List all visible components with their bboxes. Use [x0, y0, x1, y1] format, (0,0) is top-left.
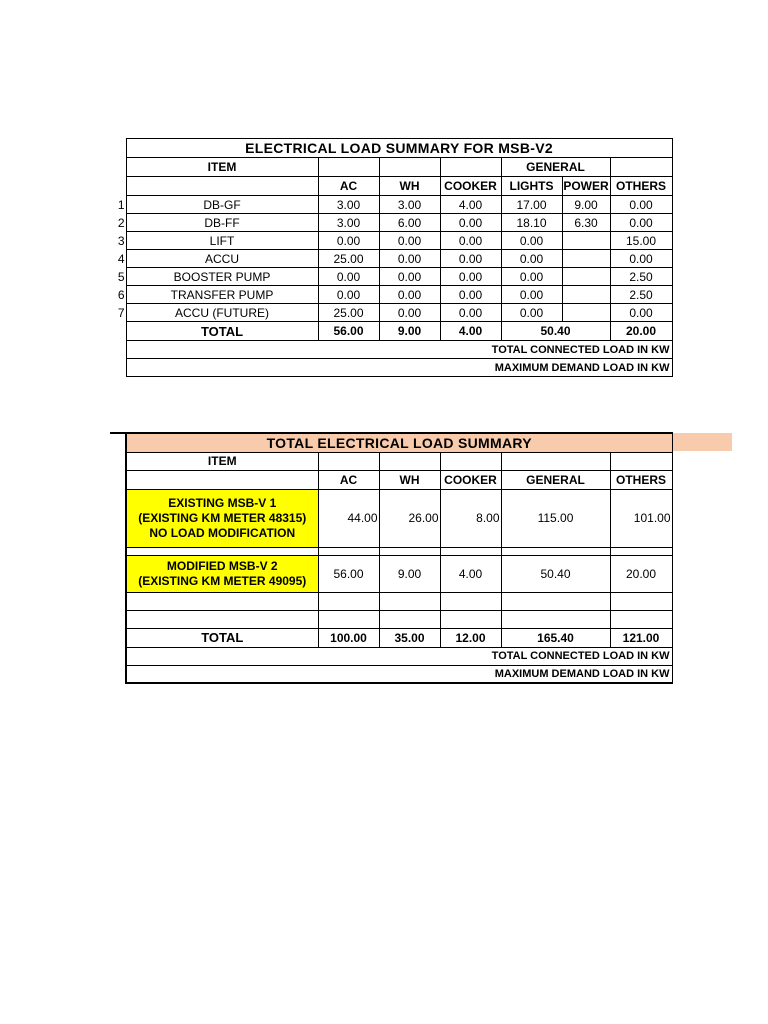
total-cooker: 4.00 [440, 322, 501, 341]
cell-wh: 6.00 [379, 214, 440, 232]
cell-power: 6.30 [562, 214, 610, 232]
total-label: TOTAL [126, 322, 318, 341]
item-header: ITEM [126, 158, 318, 177]
cell-power [562, 304, 610, 322]
modified-msb-line2: (EXISTING KM METER 49095) [138, 573, 307, 588]
cell-others: 0.00 [610, 214, 672, 232]
table-row [110, 196, 672, 214]
cell-wh: 0.00 [379, 286, 440, 304]
table2-title: TOTAL ELECTRICAL LOAD SUMMARY [126, 433, 672, 452]
total-general: 165.40 [501, 628, 610, 647]
cell-lights: 0.00 [501, 268, 562, 286]
cell-cooker: 8.00 [440, 489, 501, 547]
header-ac: AC [318, 470, 379, 489]
cell-wh: 0.00 [379, 304, 440, 322]
cell-power [562, 286, 610, 304]
cell-ac: 44.00 [318, 489, 379, 547]
cell-ac: 3.00 [318, 196, 379, 214]
row-number: 6 [117, 287, 125, 302]
table-row [110, 232, 672, 250]
maximum-demand-load-label: MAXIMUM DEMAND LOAD IN KW [126, 665, 672, 683]
row-number: 3 [117, 233, 125, 248]
cell-power [562, 268, 610, 286]
cell-wh: 0.00 [379, 250, 440, 268]
table-row [110, 268, 672, 286]
total-load-summary-table [110, 432, 673, 684]
cell-wh: 26.00 [379, 489, 440, 547]
total-cooker: 12.00 [440, 628, 501, 647]
table-row [110, 304, 672, 322]
cell-cooker: 0.00 [440, 286, 501, 304]
cell-others: 101.00 [610, 489, 672, 547]
cell-cooker: 0.00 [440, 250, 501, 268]
cell-ac: 56.00 [318, 555, 379, 592]
row-item: TRANSFER PUMP [126, 286, 318, 304]
total-others: 121.00 [610, 628, 672, 647]
total-ac: 100.00 [318, 628, 379, 647]
total-ac: 56.00 [318, 322, 379, 341]
cell-lights: 17.00 [501, 196, 562, 214]
row-item: BOOSTER PUMP [126, 268, 318, 286]
header-general: GENERAL [501, 470, 610, 489]
cell-cooker: 0.00 [440, 268, 501, 286]
total-general: 50.40 [501, 322, 610, 341]
header-cooker: COOKER [440, 177, 501, 196]
title-highlight-extension [672, 433, 732, 451]
header-lights: LIGHTS [501, 177, 562, 196]
cell-cooker: 4.00 [440, 555, 501, 592]
row-number: 5 [117, 269, 125, 284]
header-wh: WH [379, 177, 440, 196]
row-number: 7 [117, 305, 125, 320]
cell-wh: 0.00 [379, 268, 440, 286]
cell-general: 50.40 [501, 555, 610, 592]
row-item: DB-FF [126, 214, 318, 232]
cell-lights: 0.00 [501, 286, 562, 304]
cell-power [562, 250, 610, 268]
general-header: GENERAL [501, 158, 610, 177]
cell-wh: 9.00 [379, 555, 440, 592]
cell-lights: 0.00 [501, 250, 562, 268]
cell-others: 0.00 [610, 250, 672, 268]
cell-others: 15.00 [610, 232, 672, 250]
cell-ac: 25.00 [318, 304, 379, 322]
total-connected-load-label: TOTAL CONNECTED LOAD IN KW [126, 341, 672, 359]
total-others: 20.00 [610, 322, 672, 341]
cell-ac: 0.00 [318, 232, 379, 250]
maximum-demand-load-label: MAXIMUM DEMAND LOAD IN KW [126, 359, 672, 377]
item-header: ITEM [126, 452, 318, 470]
header-wh: WH [379, 470, 440, 489]
row-number: 1 [117, 197, 125, 212]
cell-others: 2.50 [610, 268, 672, 286]
header-ac: AC [318, 177, 379, 196]
cell-power [562, 232, 610, 250]
total-row [110, 628, 672, 647]
cell-ac: 0.00 [318, 286, 379, 304]
modified-msb-line1: MODIFIED MSB-V 2 [166, 558, 278, 573]
cell-lights: 0.00 [501, 304, 562, 322]
total-row [110, 322, 672, 341]
cell-cooker: 0.00 [440, 232, 501, 250]
total-wh: 35.00 [379, 628, 440, 647]
cell-others: 20.00 [610, 555, 672, 592]
existing-msb-row [110, 489, 672, 547]
cell-others: 0.00 [610, 304, 672, 322]
header-others: OTHERS [610, 470, 672, 489]
header-others: OTHERS [610, 177, 672, 196]
cell-ac: 3.00 [318, 214, 379, 232]
cell-wh: 0.00 [379, 232, 440, 250]
cell-cooker: 0.00 [440, 214, 501, 232]
row-number: 2 [117, 215, 125, 230]
cell-cooker: 4.00 [440, 196, 501, 214]
msb-v2-load-table [110, 138, 673, 377]
table1-title: ELECTRICAL LOAD SUMMARY FOR MSB-V2 [126, 139, 672, 158]
cell-power: 9.00 [562, 196, 610, 214]
total-connected-load-label: TOTAL CONNECTED LOAD IN KW [126, 647, 672, 665]
existing-msb-line2: (EXISTING KM METER 48315) [138, 510, 307, 525]
header-power: POWER [562, 177, 610, 196]
row-number: 4 [117, 251, 125, 266]
row-item: ACCU (FUTURE) [126, 304, 318, 322]
cell-lights: 0.00 [501, 232, 562, 250]
modified-msb-label [126, 555, 318, 592]
cell-ac: 25.00 [318, 250, 379, 268]
cell-ac: 0.00 [318, 268, 379, 286]
table-row [110, 286, 672, 304]
cell-cooker: 0.00 [440, 304, 501, 322]
cell-wh: 3.00 [379, 196, 440, 214]
total-wh: 9.00 [379, 322, 440, 341]
cell-general: 115.00 [501, 489, 610, 547]
table-row [110, 214, 672, 232]
cell-lights: 18.10 [501, 214, 562, 232]
header-cooker: COOKER [440, 470, 501, 489]
existing-msb-label [126, 489, 318, 547]
total-label: TOTAL [126, 628, 318, 647]
modified-msb-row [110, 555, 672, 592]
cell-others: 2.50 [610, 286, 672, 304]
existing-msb-line3: NO LOAD MODIFICATION [149, 525, 296, 540]
row-item: LIFT [126, 232, 318, 250]
row-item: ACCU [126, 250, 318, 268]
row-item: DB-GF [126, 196, 318, 214]
table-row [110, 250, 672, 268]
cell-others: 0.00 [610, 196, 672, 214]
existing-msb-line1: EXISTING MSB-V 1 [168, 495, 277, 510]
